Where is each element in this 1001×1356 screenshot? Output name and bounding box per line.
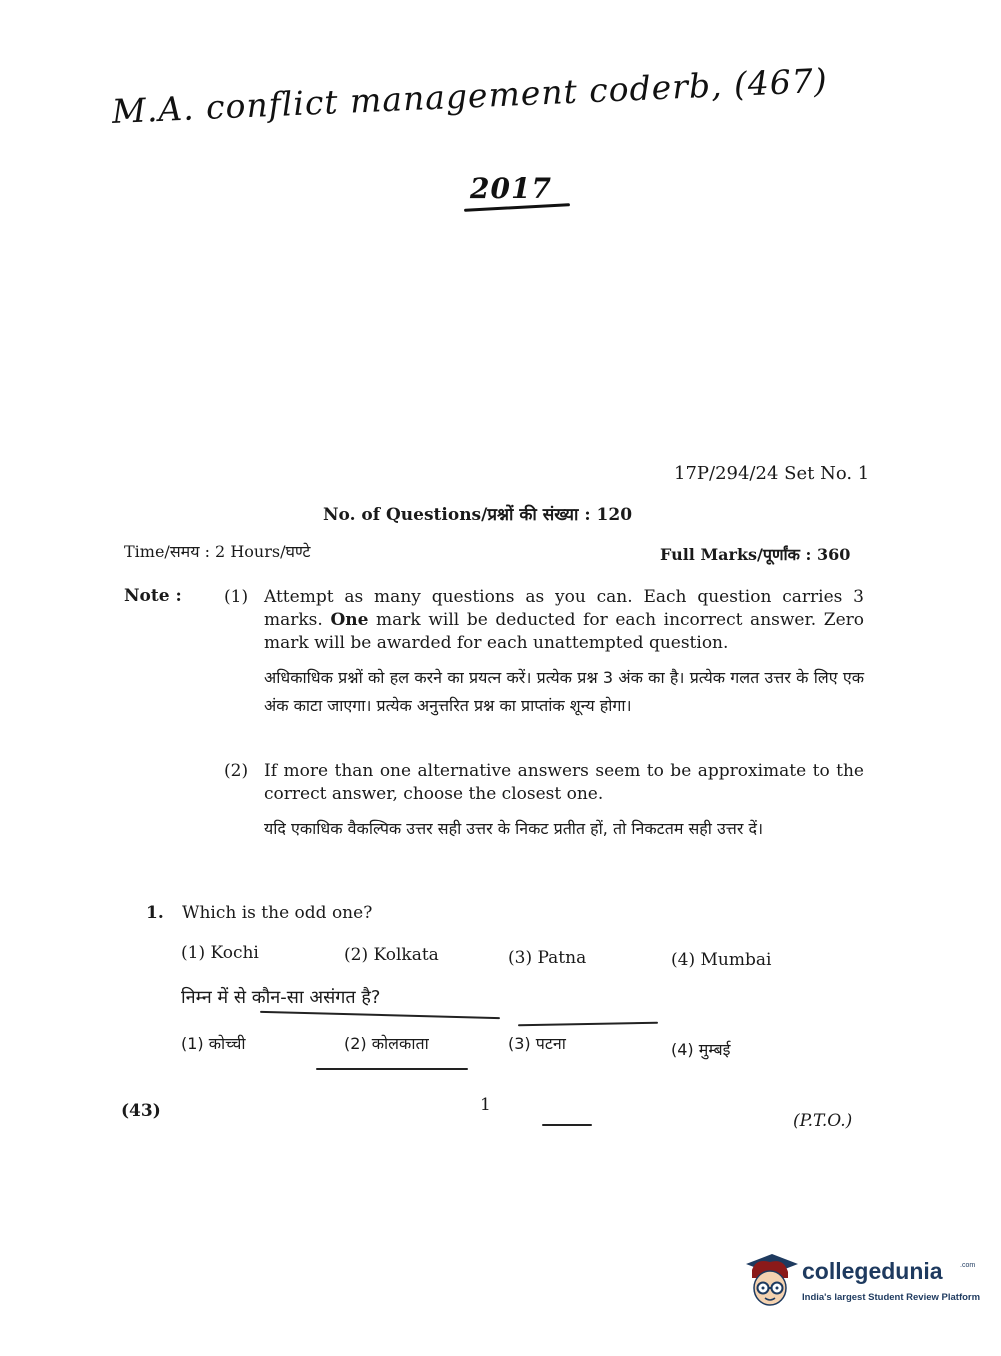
note-2-number: (2)	[224, 761, 249, 781]
pen-stroke-3	[316, 1068, 468, 1070]
logo-wordmark: collegedunia	[802, 1258, 943, 1284]
pen-stroke-1	[260, 1011, 500, 1019]
num-questions: No. of Questions/प्रश्नों की संख्या : 120	[323, 505, 633, 525]
note-2-english: If more than one alternative answers seem to be approximate to the correct answer, choose the closest one.	[264, 761, 864, 804]
paper-code: 17P/294/24 Set No. 1	[674, 463, 870, 484]
logo-suffix: .com	[960, 1262, 976, 1269]
option-1: (1) Kochi	[181, 943, 259, 963]
note-1-line-a: Attempt as many questions as you can. Each question carries 3 marks.	[264, 587, 864, 630]
collegedunia-logo[interactable]	[742, 1248, 981, 1318]
note-1-english	[264, 586, 864, 655]
full-marks: Full Marks/पूर्णांक : 360	[660, 545, 851, 564]
question-text-hindi: निम्न में से कौन-सा असंगत है?	[181, 987, 381, 1008]
note-1-hindi: अधिकाधिक प्रश्नों को हल करने का प्रयत्न करें। प्रत्येक प्रश्न 3 अंक का है। प्रत्येक गलत उत्तर के लिए एक अंक काटा जाएगा। प्रत्येक अनुत्तरित प्रश्न का प्राप्तांक शून्य होगा।	[264, 668, 864, 715]
option-4-hindi: (4) मुम्बई	[671, 1040, 731, 1059]
handwritten-year: 2017	[470, 172, 552, 205]
option-4: (4) Mumbai	[671, 950, 772, 970]
pto-label: (P.T.O.)	[793, 1111, 853, 1131]
note-1-number: (1)	[224, 587, 249, 607]
footer-code: (43)	[121, 1101, 161, 1121]
logo-tagline: India's largest Student Review Platform	[802, 1292, 981, 1303]
question-number: 1.	[146, 903, 164, 923]
student-mascot-icon	[742, 1248, 798, 1312]
option-3-hindi: (3) पटना	[508, 1034, 566, 1053]
pen-stroke-4	[542, 1124, 592, 1126]
option-3: (3) Patna	[508, 948, 587, 968]
option-1-hindi: (1) कोच्ची	[181, 1034, 246, 1053]
note-1-line-b: mark will be deducted for each incorrect answer. Zero mark will be awarded for each unattempted question.	[264, 610, 864, 653]
option-2-hindi: (2) कोलकाता	[344, 1034, 429, 1053]
handwritten-title: M.A. conflict management coderb, (467)	[111, 60, 829, 131]
page-number: 1	[480, 1095, 491, 1115]
question-text: Which is the odd one?	[182, 903, 373, 923]
note-1-bold-one: One	[330, 610, 369, 630]
note-2-hindi: यदि एकाधिक वैकल्पिक उत्तर सही उत्तर के निकट प्रतीत हों, तो निकटतम सही उत्तर दें।	[264, 819, 764, 838]
time-label: Time/समय : 2 Hours/घण्टे	[124, 542, 311, 561]
note-label: Note :	[124, 586, 182, 606]
pen-stroke-2	[518, 1022, 658, 1026]
option-2: (2) Kolkata	[344, 945, 439, 965]
